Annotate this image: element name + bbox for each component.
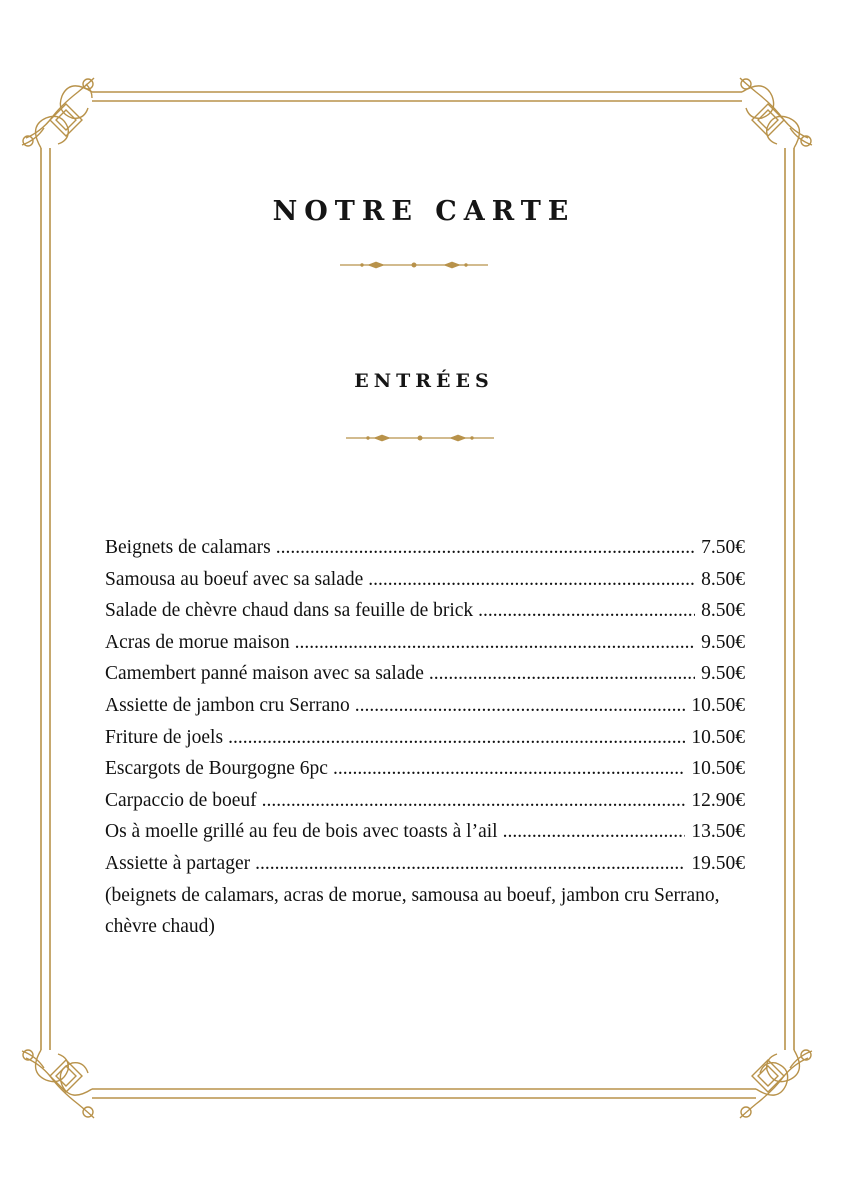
leader-dots bbox=[333, 753, 685, 785]
corner-ornament-icon bbox=[740, 78, 812, 148]
menu-item-price: 19.50€ bbox=[691, 852, 745, 874]
leader-dots bbox=[228, 722, 685, 754]
corner-ornament-icon bbox=[22, 1050, 94, 1118]
menu-item-price: 13.50€ bbox=[691, 821, 745, 843]
menu-item bbox=[105, 690, 745, 722]
leader-dots bbox=[368, 564, 695, 596]
menu-item-price: 8.50€ bbox=[701, 568, 745, 590]
menu-item bbox=[105, 627, 745, 659]
menu-item-name: Os à moelle grillé au feu de bois avec toasts à l’ail bbox=[105, 821, 498, 843]
menu-item-price: 10.50€ bbox=[691, 758, 745, 780]
menu-item bbox=[105, 848, 745, 880]
menu-item-note: (beignets de calamars, acras de morue, samousa au boeuf, jambon cru Serrano, chèvre chaud) bbox=[105, 884, 720, 938]
menu-item-price: 9.50€ bbox=[701, 663, 745, 685]
menu-item bbox=[105, 816, 745, 848]
menu-item bbox=[105, 658, 745, 690]
menu-item bbox=[105, 532, 745, 564]
ornamental-divider-icon bbox=[346, 431, 494, 445]
corner-ornament-icon bbox=[740, 1050, 812, 1118]
menu-item-name: Camembert panné maison avec sa salade bbox=[105, 663, 424, 685]
menu-item-price: 12.90€ bbox=[691, 789, 745, 811]
menu-item bbox=[105, 785, 745, 817]
menu-item-name: Beignets de calamars bbox=[105, 537, 271, 558]
menu-item-name: Escargots de Bourgogne 6pc bbox=[105, 758, 328, 780]
page-title: NOTRE CARTE bbox=[272, 196, 576, 227]
menu-item-name: Assiette de jambon cru Serrano bbox=[105, 694, 350, 716]
menu-item-price: 7.50€ bbox=[701, 537, 745, 558]
leader-dots bbox=[355, 690, 686, 722]
leader-dots bbox=[503, 816, 686, 848]
menu-item bbox=[105, 564, 745, 596]
leader-dots bbox=[276, 532, 695, 564]
leader-dots bbox=[478, 595, 695, 627]
menu-item-name: Acras de morue maison bbox=[105, 631, 290, 653]
menu-item-price: 8.50€ bbox=[701, 600, 745, 622]
menu-item-name: Samousa au boeuf avec sa salade bbox=[105, 568, 364, 590]
menu-item-price: 10.50€ bbox=[691, 726, 745, 748]
leader-dots bbox=[429, 658, 695, 690]
menu-item bbox=[105, 753, 745, 785]
section-title: ENTRÉES bbox=[354, 370, 494, 392]
menu-item-name: Carpaccio de boeuf bbox=[105, 789, 257, 811]
ornamental-divider-icon bbox=[340, 258, 488, 272]
menu-item bbox=[105, 722, 745, 754]
menu-item-price: 10.50€ bbox=[691, 694, 745, 716]
menu-item-name: Salade de chèvre chaud dans sa feuille de brick bbox=[105, 600, 474, 622]
menu-item-name: Friture de joels bbox=[105, 726, 224, 748]
menu-item bbox=[105, 595, 745, 627]
menu-list bbox=[105, 532, 745, 943]
corner-ornament-icon bbox=[22, 78, 94, 148]
leader-dots bbox=[295, 627, 695, 659]
leader-dots bbox=[255, 848, 685, 880]
leader-dots bbox=[262, 785, 686, 817]
menu-item-name: Assiette à partager bbox=[105, 852, 251, 874]
menu-item-price: 9.50€ bbox=[701, 631, 745, 653]
